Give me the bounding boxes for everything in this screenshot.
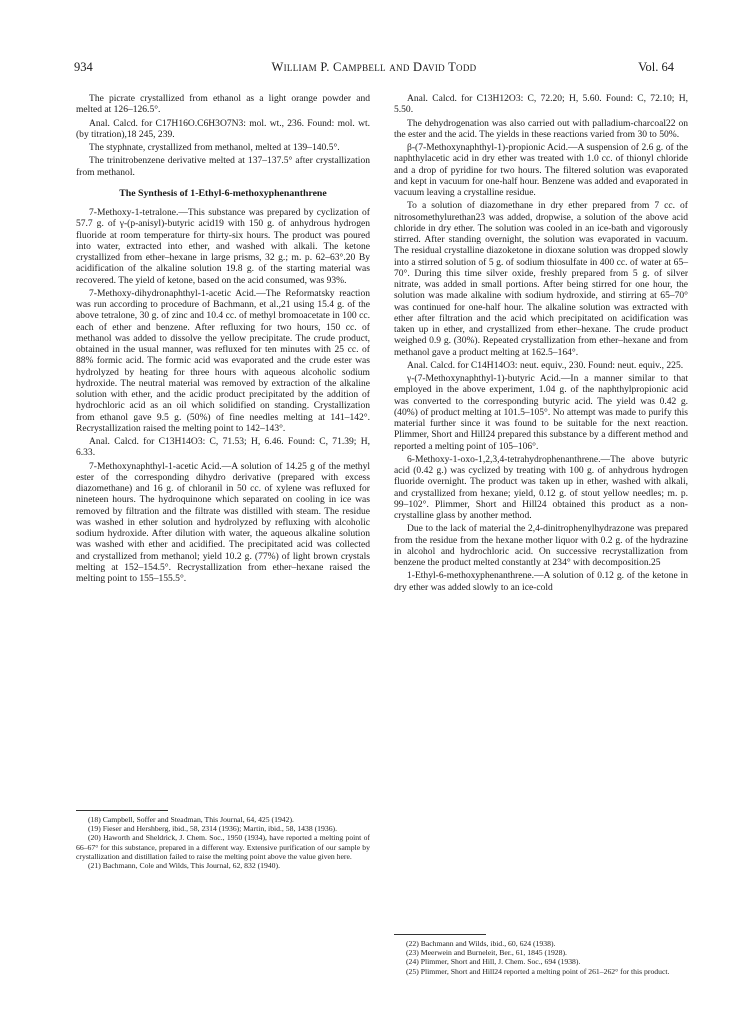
paragraph: Anal. Calcd. for C17H16O.C6H3O7N3: mol. wt., 236. Found: mol. wt. (by titration),18 245, 239. [76, 117, 370, 140]
left-footnotes [76, 810, 370, 870]
section-heading: The Synthesis of 1-Ethyl-6-methoxyphenanthrene [119, 187, 327, 199]
left-column [76, 93, 370, 586]
volume-label: Vol. 64 [638, 60, 674, 74]
footnote: (24) Plimmer, Short and Hill, J. Chem. Soc., 694 (1938). [406, 957, 581, 967]
footnote-rule [76, 810, 168, 811]
paragraph: The picrate crystallized from ethanol as a light orange powder and melted at 126–126.5°. [76, 93, 370, 116]
paragraph: The styphnate, crystallized from methanol, melted at 139–140.5°. [89, 142, 340, 153]
page-header [74, 60, 674, 76]
paragraph: The dehydrogenation was also carried out with palladium-charcoal22 on the ester and the acid. The yields in these reactions varied from 30 to 50%. [394, 117, 688, 140]
paragraph: 7-Methoxy-dihydronaphthyl-1-acetic Acid.—The Reformatsky reaction was run according to procedure of Bachmann, et al.,21 using 15.4 g. of the above tetralone, 30 g. of zinc and 10.4 cc. of methyl bromoacetate in 100 cc. each of ether and benzene. After refluxing for two hours, 150 cc. of methanol was added to dissolve the yellow precipitate. The crude product, obtained in the usual manner, was refluxed for ten minutes with 25 cc. of 88% formic acid. The formic acid was evaporated and the crude ester was hydrolyzed by heating for three hours with aqueous alcoholic sodium hydroxide. The neutral material was removed by extraction of the alkaline solution with ether, and the acidic product precipitated by the addition of hydrochloric acid as an oil which solidified on standing. Crystallization from ethanol gave 9.5 g. (50%) of fine needles melting at 141–142°. Recrystallization raised the melting point to 142–143°. [76, 287, 370, 434]
paragraph: The trinitrobenzene derivative melted at 137–137.5° after crystallization from methanol. [76, 155, 370, 178]
paragraph: Anal. Calcd. for C14H14O3: neut. equiv., 230. Found: neut. equiv., 225. [407, 359, 684, 371]
footnote: (20) Haworth and Sheldrick, J. Chem. Soc., 1950 (1934), have reported a melting point of 66–67° for this substance, prepared in a different way. Extensive purification of our sample by crystallization and distillation failed to raise the melting point above the value given here. [76, 833, 370, 861]
footnote: (25) Plimmer, Short and Hill24 reported a melting point of 261–262° for this product. [406, 966, 670, 976]
paragraph: 7-Methoxy-1-tetralone.—This substance was prepared by cyclization of 57.7 g. of γ-(p-anisyl)-butyric acid19 with 150 g. of anhydrous hydrogen fluoride at room temperature for thirty-six hours. The product was poured into water, extracted into ether, and washed with alkali. The ketone crystallized from ether–hexane in large prisms, 32 g.; m. p. 62–63°.20 By acidification of the alkaline solution 19.8 g. of the starting material was recovered. The yield of ketone, based on the acid consumed, was 93%. [76, 207, 370, 286]
footnote: (23) Meerwein and Burneleit, Ber., 61, 1845 (1928). [406, 948, 567, 958]
right-column [394, 93, 688, 595]
paragraph: Anal. Calcd. for C13H12O3: C, 72.20; H, 5.60. Found: C, 72.10; H, 5.50. [394, 93, 688, 116]
paragraph: 6-Methoxy-1-oxo-1,2,3,4-tetrahydrophenanthrene.—The above butyric acid (0.42 g.) was cyclized by treating with 100 g. of anhydrous hydrogen fluoride overnight. The product was taken up in ether, washed with alkali, and crystallized from hexane; yield, 0.12 g. of stout yellow needles; m. p. 99–102°. Plimmer, Short and Hill24 obtained this product as a non-crystalline glass by another method. [394, 453, 688, 521]
footnote: (19) Fieser and Hershberg, ibid., 58, 2314 (1936); Martin, ibid., 58, 1438 (1936). [88, 824, 338, 834]
footnote: (22) Bachmann and Wilds, ibid., 60, 624 (1938). [406, 939, 556, 948]
paragraph: To a solution of diazomethane in dry ether prepared from 7 cc. of nitrosomethylurethan23 was added, dropwise, a solution of the above acid chloride in dry ether. The solution was cooled in an ice-bath and vigorously stirred. After standing overnight, the solution was evaporated in vacuum. The residual crystalline diazoketone in dioxane solution was dropped slowly into a stirred solution of 5 g. of sodium thiosulfate in 400 cc. of water at 65–70°. During this time silver oxide, freshly prepared from 5 g. of silver nitrate, was added in small portions. After being stirred for one hour, the solution was made alkaline with sodium hydroxide, and stirring at 65–70° was continued for one-half hour. The alkaline solution was extracted with ether after filtration and the acid which precipitated on acidification was taken up in ether, and crystallized from ether–hexane. The crude product weighed 0.9 g. (30%). Repeated crystallization from ether–hexane and from methanol gave a product melting at 162.5–164°. [394, 200, 688, 358]
paragraph: β-(7-Methoxynaphthyl-1)-propionic Acid.—A suspension of 2.6 g. of the naphthylacetic acid in dry ether was treated with 1.0 cc. of thionyl chloride and a drop of pyridine for two hours. The filtered solution was evaporated and kept in vacuum for one-half hour. Benzene was added and evaporated in vacuum leaving a crystalline residue. [394, 142, 688, 198]
paragraph: 1-Ethyl-6-methoxyphenanthrene.—A solution of 0.12 g. of the ketone in dry ether was added slowly to an ice-cold [394, 570, 688, 593]
running-head-authors: William P. Campbell and David Todd [271, 60, 477, 74]
paragraph: 7-Methoxynaphthyl-1-acetic Acid.—A solution of 14.25 g of the methyl ester of the corresponding dihydro derivative (prepared with excess diazomethane) and 16 g. of chloranil in 50 cc. of xylene was refluxed for nineteen hours. The hydroquinone which separated on cooling in ice was removed by filtration and the filtrate was distilled with steam. The residue was washed in ether solution and hydrolyzed by refluxing with alcoholic sodium hydroxide. After dilution with water, the aqueous alkaline solution was washed with ether and acidified. The precipitated acid was collected and crystallized from methanol; yield 10.2 g. (77%) of light brown crystals melting at 152–154.5°. Recrystallization from ether–hexane raised the melting point to 155–155.5°. [76, 460, 370, 584]
footnote: (21) Bachmann, Cole and Wilds, This Journal, 62, 832 (1940). [88, 861, 280, 871]
paragraph: Due to the lack of material the 2,4-dinitrophenylhydrazone was prepared from the residue from the hexane mother liquor with 0.2 g. of the hydrazine in alcohol and hydrochloric acid. On successive recrystallization from benzene the product melted constantly at 234° with decomposition.25 [394, 523, 688, 568]
footnote-rule [394, 934, 486, 935]
paragraph: γ-(7-Methoxynaphthyl-1)-butyric Acid.—In a manner similar to that employed in the above experiment, 1.04 g. of the naphthylpropionic acid was converted to the corresponding butyric acid. The yield was 0.42 g. (40%) of product melting at 101.5–105°. No attempt was made to purify this material further since it was found to be suitable for the next reaction. Plimmer, Short and Hill24 prepared this substance by a different method and reported a melting point of 105–106°. [394, 373, 688, 452]
page-number: 934 [74, 60, 93, 74]
footnote: (18) Campbell, Soffer and Steadman, This Journal, 64, 425 (1942). [88, 815, 294, 824]
right-footnotes [394, 934, 688, 976]
paragraph: Anal. Calcd. for C13H14O3: C, 71.53; H, 6.46. Found: C, 71.39; H, 6.33. [76, 436, 370, 459]
